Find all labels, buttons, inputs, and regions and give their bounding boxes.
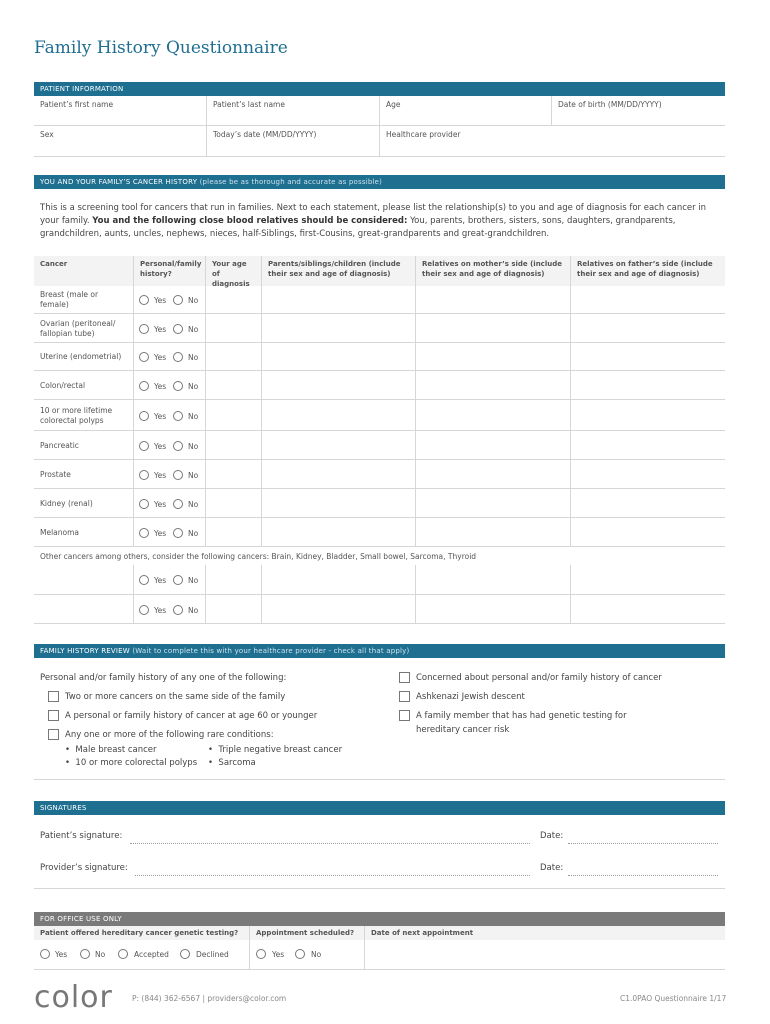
age-label: Age — [386, 100, 401, 109]
sex-field[interactable] — [34, 126, 207, 157]
cancer-row-no-label: No — [188, 324, 199, 334]
intro-text-2: You, parents, brothers, sisters, sons, daughters, grandparents, grandchildren, aunts, uncles, nephews, nieces, half-Siblings, first-Cousins, great-grandparents and great-grandchildren. — [40, 216, 676, 239]
cancer-row-label: Uterine (endometrial) — [40, 352, 122, 361]
col-header-mother: Relatives on mother’s side (include their sex and age of diagnosis) — [416, 256, 571, 286]
cancer-row-cell[interactable] — [571, 371, 725, 400]
cancer-row-no-label: No — [188, 441, 199, 451]
col-header-age: Your age of diagnosis — [206, 256, 262, 286]
cancer-history-title: YOU AND YOUR FAMILY’S CANCER HISTORY — [40, 178, 198, 186]
label-ashkenazi: Ashkenazi Jewish descent — [416, 692, 525, 702]
other-row-cell[interactable] — [571, 565, 725, 595]
office-appt-radio-no[interactable] — [295, 949, 305, 959]
cancer-row-radio-no[interactable] — [173, 528, 183, 538]
other-row-cell[interactable] — [416, 565, 571, 595]
checkbox-genetic-testing[interactable] — [399, 710, 410, 721]
col-header-parents: Parents/siblings/children (include their sex and age of diagnosis) — [262, 256, 416, 286]
office-divider — [249, 926, 250, 970]
cancer-row-yes-label: Yes — [154, 499, 167, 509]
other-row-no-label: No — [188, 605, 199, 615]
page-title: Family History Questionnaire — [34, 38, 288, 58]
dob-field[interactable] — [552, 96, 725, 126]
cancer-row-label: Colon/rectal — [40, 380, 86, 390]
col-header-father: Relatives on father’s side (include their sex and age of diagnosis) — [571, 256, 725, 286]
first-name-field[interactable] — [34, 96, 207, 126]
last-name-label: Patient’s last name — [213, 100, 285, 109]
bullet-item: • 10 or more colorectal polyps — [65, 758, 198, 768]
cancer-row-cell[interactable] — [416, 431, 571, 460]
other-row-radio-yes[interactable] — [139, 575, 149, 585]
cancer-row-cell[interactable] — [206, 286, 262, 314]
cancer-row-cell[interactable] — [416, 460, 571, 489]
label-genetic-testing-cont: hereditary cancer risk — [416, 725, 510, 735]
cancer-row-no-label: No — [188, 381, 199, 391]
cancer-row-cell[interactable] — [571, 343, 725, 371]
cancer-row-cell[interactable] — [262, 371, 416, 400]
cancer-row-yes-label: Yes — [154, 411, 167, 421]
other-row-yes-label: Yes — [154, 576, 167, 585]
patient-date-label: Date: — [540, 831, 564, 841]
cancer-row-cell[interactable] — [262, 343, 416, 371]
cancer-row-label: Melanoma — [40, 527, 80, 537]
bullet-colorectal-polyps: 10 or more colorectal polyps — [75, 758, 198, 768]
label-rare-conditions: Any one or more of the following rare conditions: — [65, 730, 274, 740]
office-radio-declined[interactable] — [180, 949, 190, 959]
bullet-triple-negative: Triple negative breast cancer — [218, 745, 343, 755]
cancer-row-no-label: No — [188, 353, 199, 362]
intro-text-1: This is a screening tool for cancers that run in families. Next to each statement, please list the relationship(s) to you and age of diagnosis for each cancer in your family. — [40, 203, 707, 226]
cancer-row-radio-no[interactable] — [173, 381, 183, 391]
patient-date-line[interactable] — [568, 842, 718, 844]
cancer-row-radio-yes[interactable] — [139, 441, 149, 451]
cancer-row-yes-label: Yes — [154, 528, 167, 538]
first-name-label: Patient’s first name — [40, 100, 114, 109]
family-review-title: FAMILY HISTORY REVIEW — [40, 647, 130, 655]
cancer-row-label: Prostate — [40, 469, 71, 479]
other-row-yes-label: Yes — [154, 605, 167, 615]
bullet-item: • Male breast cancer — [65, 745, 157, 755]
cancer-row-cell[interactable] — [571, 489, 725, 518]
cancer-row-cell[interactable] — [206, 371, 262, 400]
office-bottom-border — [34, 969, 725, 970]
intro-text-bold: You and the following close blood relatives should be considered: — [92, 216, 408, 226]
office-radio-no-label: No — [95, 950, 106, 959]
cancer-row-radio-yes[interactable] — [139, 411, 149, 421]
other-row-cell[interactable] — [416, 595, 571, 624]
cancer-row-radio-yes[interactable] — [139, 470, 149, 480]
office-col-scheduled: Appointment scheduled? — [256, 929, 355, 937]
patient-signature-line[interactable] — [130, 842, 530, 844]
patient-info-header: PATIENT INFORMATION — [34, 82, 725, 96]
checkbox-two-cancers[interactable] — [48, 691, 59, 702]
provider-date-line[interactable] — [568, 874, 718, 876]
cancer-row-cell[interactable] — [206, 431, 262, 460]
cancer-row-cell[interactable] — [262, 518, 416, 547]
cancer-row-cell[interactable] — [416, 489, 571, 518]
last-name-field[interactable] — [207, 96, 380, 126]
bullet-sarcoma: Sarcoma — [218, 758, 256, 768]
cancer-row-cell[interactable] — [262, 431, 416, 460]
family-review-header — [34, 644, 725, 658]
provider-signature-label: Provider’s signature: — [40, 863, 128, 873]
office-appt-yes-label: Yes — [272, 950, 285, 959]
office-radio-yes-label: Yes — [55, 950, 68, 959]
other-row-cell[interactable] — [571, 595, 725, 624]
cancer-row-radio-yes[interactable] — [139, 381, 149, 391]
label-concerned: Concerned about personal and/or family history of cancer — [416, 673, 662, 683]
bullet-item: • Triple negative breast cancer — [208, 745, 343, 755]
cancer-row-cell[interactable] — [206, 518, 262, 547]
office-radio-accepted-label: Accepted — [134, 950, 169, 959]
cancer-row-cell[interactable] — [262, 489, 416, 518]
cancer-row-radio-no[interactable] — [173, 324, 183, 334]
cancer-row-yes-label: Yes — [154, 381, 167, 391]
other-row-radio-yes[interactable] — [139, 605, 149, 615]
cancer-history-intro — [40, 202, 720, 241]
cancer-row-yes-label: Yes — [154, 296, 167, 305]
cancer-row-radio-no[interactable] — [173, 470, 183, 480]
cancer-row-cell[interactable] — [206, 343, 262, 371]
provider-signature-line[interactable] — [135, 874, 530, 876]
office-radio-declined-label: Declined — [196, 950, 229, 959]
other-row-no-label: No — [188, 576, 199, 585]
cancer-row-cell[interactable] — [571, 314, 725, 343]
other-row-cell — [34, 565, 134, 595]
cancer-row-no-label: No — [188, 470, 199, 480]
col-header-personal: Personal/family history? — [134, 256, 206, 286]
other-row-cell[interactable] — [262, 565, 416, 595]
cancer-row-label: Breast (male or female) — [40, 290, 99, 309]
cancer-row-cell[interactable] — [571, 400, 725, 431]
cancer-row-radio-yes[interactable] — [139, 324, 149, 334]
age-field[interactable] — [380, 96, 552, 126]
cancer-row-yes-label: Yes — [154, 353, 167, 362]
cancer-history-subtitle: (please be as thorough and accurate as possible) — [197, 178, 383, 186]
cancer-row-no-label: No — [188, 296, 199, 305]
col-header-cancer: Cancer — [34, 256, 134, 286]
provider-field[interactable] — [380, 126, 725, 157]
office-appt-radio-yes[interactable] — [256, 949, 266, 959]
cancer-row-cell[interactable] — [416, 314, 571, 343]
cancer-row-cell[interactable] — [206, 460, 262, 489]
cancer-row-radio-no[interactable] — [173, 295, 183, 305]
bullet-male-breast: Male breast cancer — [75, 745, 157, 755]
checkbox-rare-conditions[interactable] — [48, 729, 59, 740]
signatures-panel — [34, 815, 725, 889]
cancer-row-radio-yes[interactable] — [139, 295, 149, 305]
cancer-row-label: Ovarian (peritoneal/ fallopian tube) — [40, 318, 116, 338]
cancer-row-label: 10 or more lifetime colorectal polyps — [40, 405, 113, 425]
cancer-row-label: Kidney (renal) — [40, 498, 93, 508]
office-radio-no[interactable] — [80, 949, 90, 959]
sex-label: Sex — [40, 130, 54, 139]
todays-date-label: Today’s date (MM/DD/YYYY) — [213, 130, 317, 139]
patient-signature-label: Patient’s signature: — [40, 831, 123, 841]
office-use-header: FOR OFFICE USE ONLY — [34, 912, 725, 926]
office-divider — [364, 926, 365, 970]
office-radio-accepted[interactable] — [118, 949, 128, 959]
cancer-row-yes-label: Yes — [154, 441, 167, 451]
other-row-radio-no[interactable] — [173, 605, 183, 615]
dob-label: Date of birth (MM/DD/YYYY) — [558, 100, 662, 109]
cancer-row-radio-yes[interactable] — [139, 528, 149, 538]
cancer-row-radio-no[interactable] — [173, 499, 183, 509]
other-row-cell — [34, 595, 134, 624]
cancer-row-radio-no[interactable] — [173, 441, 183, 451]
checkbox-concerned[interactable] — [399, 672, 410, 683]
cancer-row-cell[interactable] — [416, 400, 571, 431]
family-review-subtitle: (Wait to complete this with your healthcare provider - check all that apply) — [129, 647, 410, 655]
cancer-row-cell[interactable] — [416, 518, 571, 547]
cancer-row-cell[interactable] — [206, 314, 262, 343]
office-col-next-date: Date of next appointment — [371, 929, 474, 937]
cancer-row-radio-no[interactable] — [173, 411, 183, 421]
cancer-row-yes-label: Yes — [154, 324, 167, 334]
color-logo: color — [34, 980, 113, 1015]
cancer-row-no-label: No — [188, 411, 199, 421]
footer-contact: P: (844) 362-6567 | providers@color.com — [132, 994, 287, 1003]
cancer-row-cell[interactable] — [262, 314, 416, 343]
other-row-cell[interactable] — [262, 595, 416, 624]
cancer-row-cell[interactable] — [571, 286, 725, 314]
cancer-row-cell[interactable] — [571, 460, 725, 489]
family-review-intro: Personal and/or family history of any one of the following: — [40, 673, 287, 683]
cancer-row-radio-yes[interactable] — [139, 352, 149, 362]
cancer-row-cell[interactable] — [416, 286, 571, 314]
cancer-row-cell[interactable] — [262, 400, 416, 431]
cancer-row-radio-yes[interactable] — [139, 499, 149, 509]
cancer-history-header — [34, 175, 725, 189]
cancer-row-label: Pancreatic — [40, 440, 79, 450]
other-cancers-note: Other cancers among others, consider the following cancers: Brain, Kidney, Bladder, Small bowel, Sarcoma, Thyroid — [40, 552, 477, 561]
signatures-header: SIGNATURES — [34, 801, 725, 815]
cancer-row-cell[interactable] — [262, 286, 416, 314]
cancer-row-cell[interactable] — [262, 460, 416, 489]
other-row-radio-no[interactable] — [173, 575, 183, 585]
office-appt-no-label: No — [311, 950, 322, 959]
todays-date-field[interactable] — [207, 126, 380, 157]
cancer-row-radio-no[interactable] — [173, 352, 183, 362]
provider-label: Healthcare provider — [386, 130, 461, 139]
label-age-60: A personal or family history of cancer at age 60 or younger — [65, 711, 318, 721]
other-row-cell[interactable] — [206, 565, 262, 595]
cancer-row-no-label: No — [188, 499, 199, 509]
cancer-row-cell[interactable] — [571, 518, 725, 547]
label-two-cancers: Two or more cancers on the same side of the family — [65, 692, 286, 702]
provider-date-label: Date: — [540, 863, 564, 873]
other-row-cell[interactable] — [206, 595, 262, 624]
cancer-row-cell[interactable] — [416, 371, 571, 400]
cancer-row-cell[interactable] — [416, 343, 571, 371]
office-col-offered: Patient offered hereditary cancer genetic testing? — [40, 929, 239, 937]
cancer-row-yes-label: Yes — [154, 470, 167, 480]
checkbox-ashkenazi[interactable] — [399, 691, 410, 702]
office-radio-yes[interactable] — [40, 949, 50, 959]
cancer-row-no-label: No — [188, 528, 199, 538]
cancer-row-cell[interactable] — [206, 400, 262, 431]
checkbox-age-60[interactable] — [48, 710, 59, 721]
bullet-item: • Sarcoma — [208, 758, 256, 768]
footer-doc-id: C1.0PAO Questionnaire 1/17 — [620, 994, 727, 1003]
cancer-row-cell[interactable] — [571, 431, 725, 460]
label-genetic-testing: A family member that has had genetic testing for — [416, 711, 627, 721]
cancer-row-cell[interactable] — [206, 489, 262, 518]
